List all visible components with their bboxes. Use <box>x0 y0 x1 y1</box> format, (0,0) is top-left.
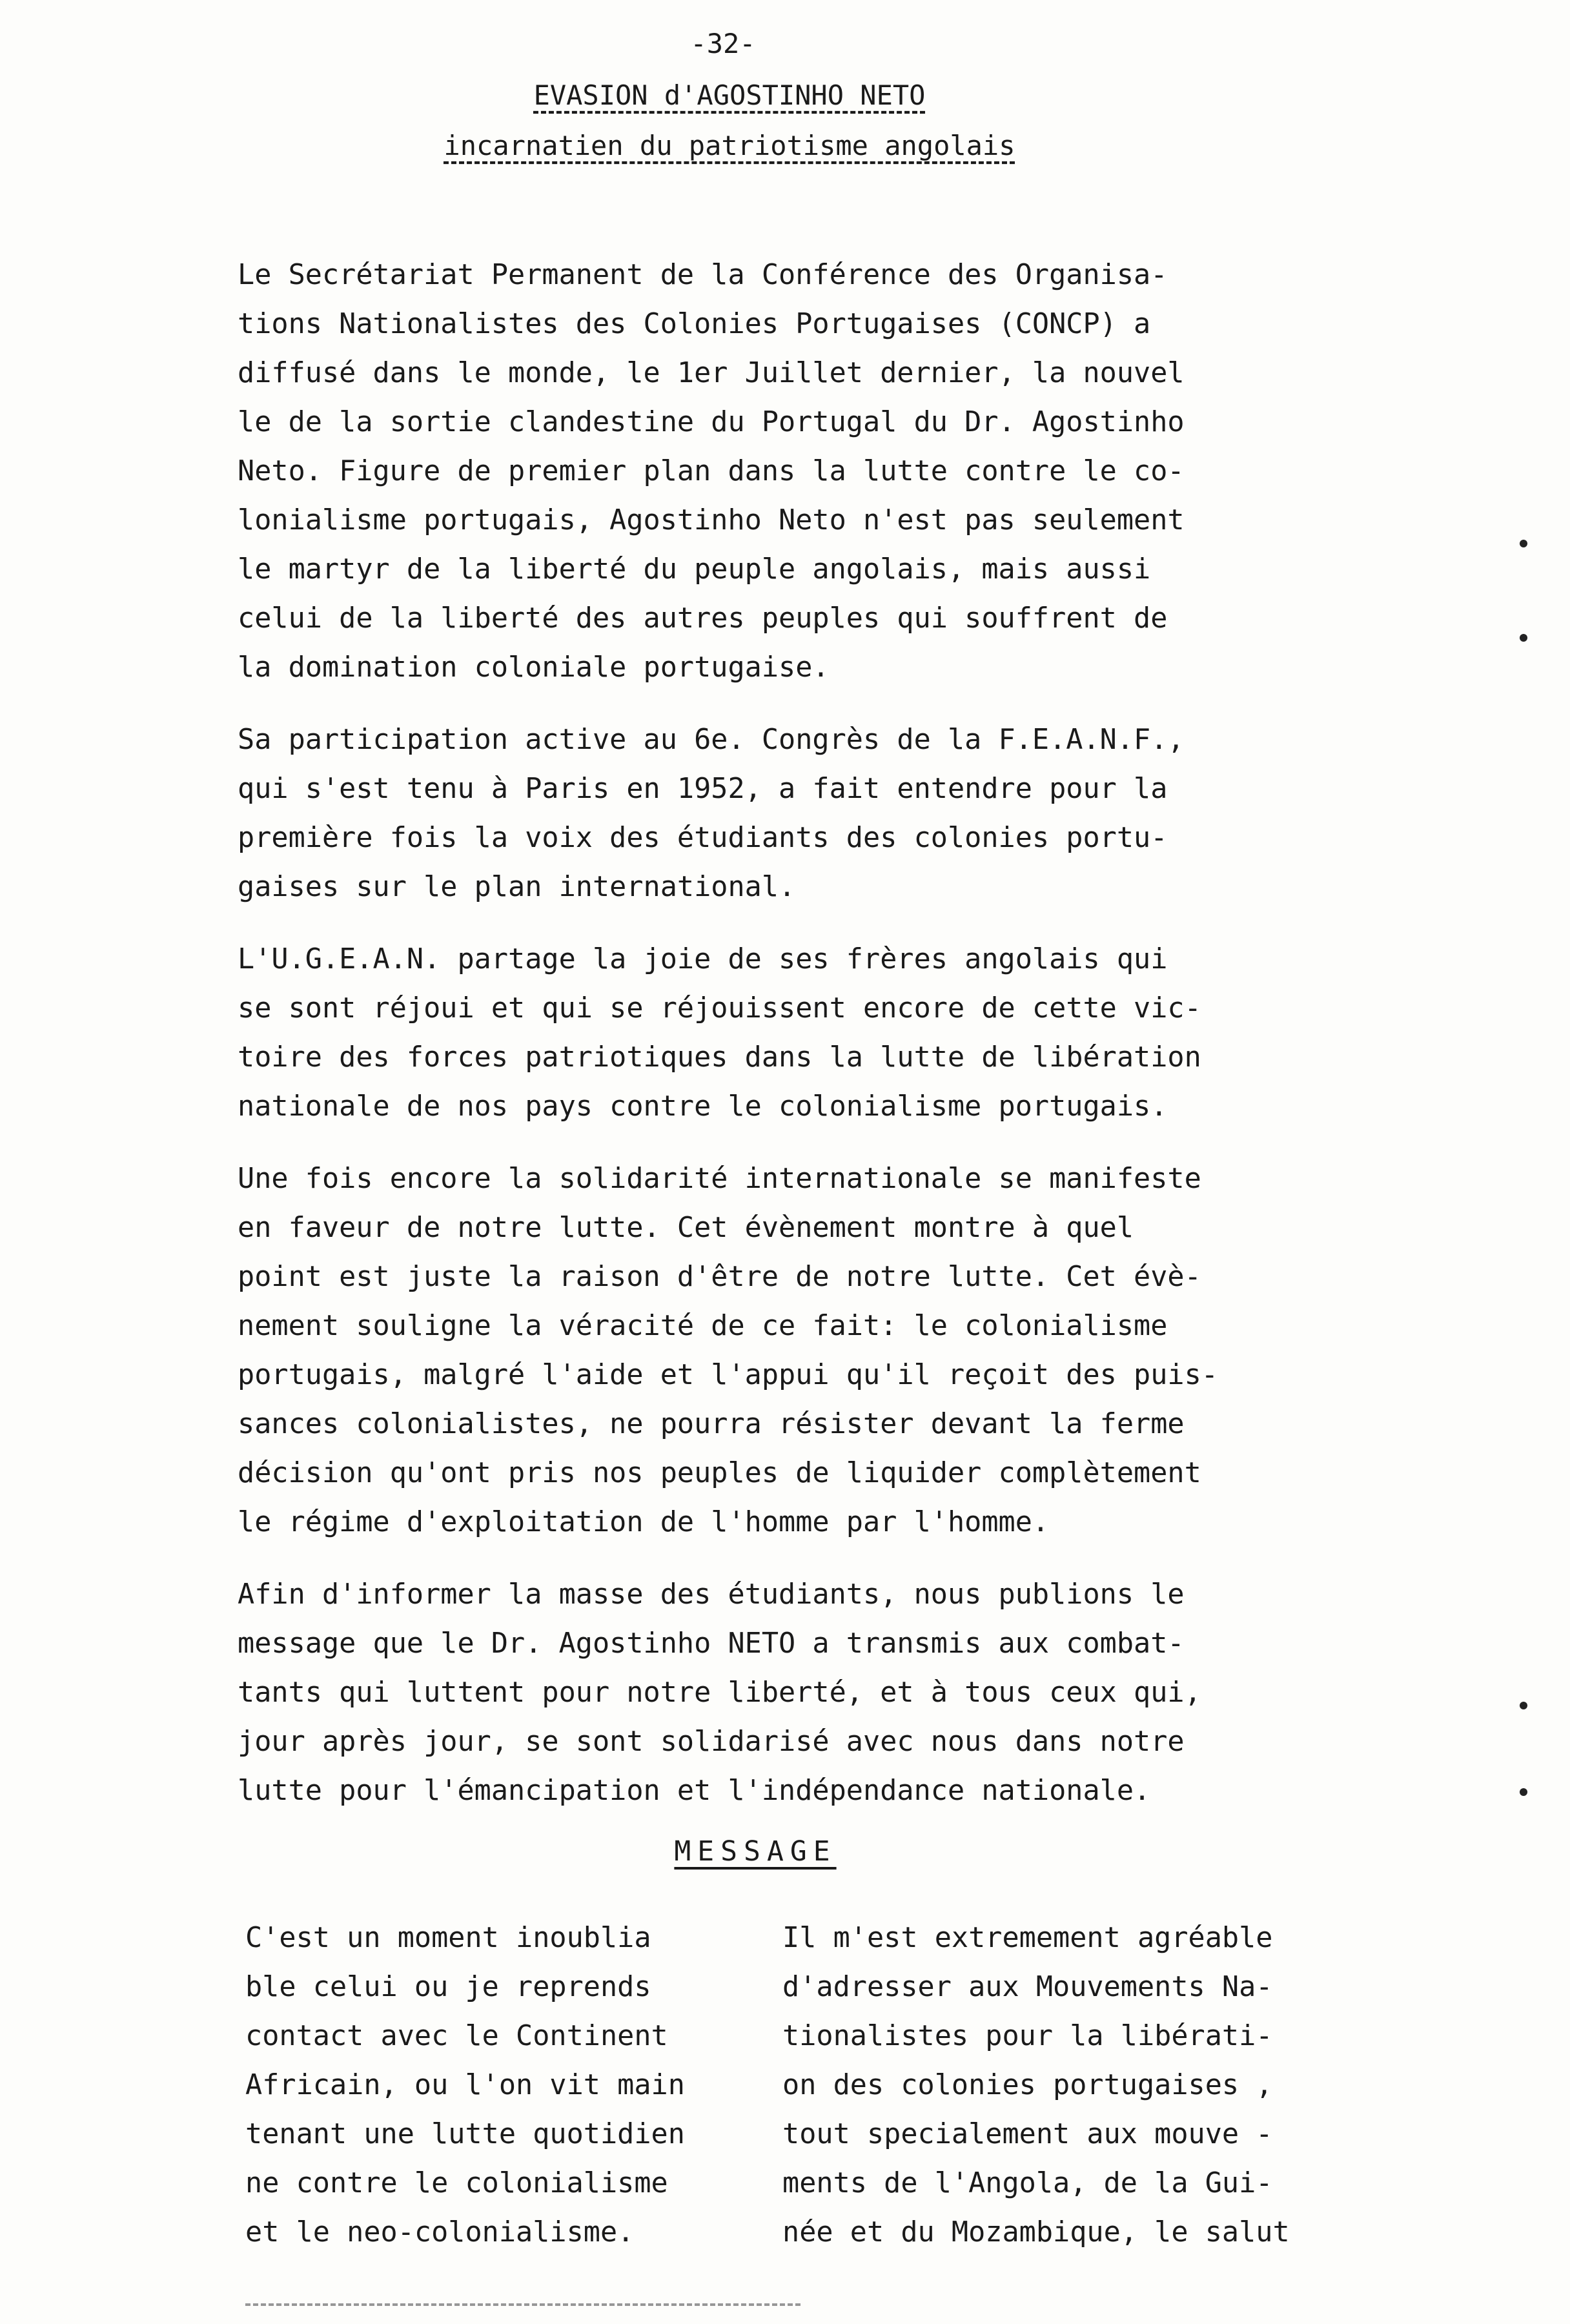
bottom-cut-off-text <box>245 2303 800 2324</box>
message-line: tout specialement aux mouve - <box>782 2118 1273 2150</box>
text-line: toire des forces patriotiques dans la lutte de libération <box>238 1041 1201 1074</box>
text-line: nationale de nos pays contre le colonialisme portugais. <box>238 1090 1168 1123</box>
message-line: ments de l'Angola, de la Gui- <box>782 2167 1273 2199</box>
title-line-2: incarnatien du patriotisme angolais <box>443 130 1015 161</box>
paragraph <box>238 1570 1412 1815</box>
message-line: tionalistes pour la libérati- <box>782 2020 1273 2052</box>
message-left-column <box>245 1913 762 2257</box>
margin-mark <box>1520 1788 1527 1796</box>
margin-mark <box>1520 1702 1527 1709</box>
paragraph <box>238 715 1412 912</box>
text-line: message que le Dr. Agostinho NETO a transmis aux combat- <box>238 1627 1185 1660</box>
message-line: ble celui ou je reprends <box>245 1971 651 2003</box>
text-line: se sont réjoui et qui se réjouissent encore de cette vic- <box>238 992 1201 1024</box>
text-line: décision qu'ont pris nos peuples de liquider complètement <box>238 1457 1201 1489</box>
title-line-1: EVASION d'AGOSTINHO NETO <box>533 79 926 111</box>
message-line: née et du Mozambique, le salut <box>782 2216 1290 2248</box>
text-line: L'U.G.E.A.N. partage la joie de ses frères angolais qui <box>238 943 1168 975</box>
message-line: Africain, ou l'on vit main <box>245 2069 685 2101</box>
margin-mark <box>1520 634 1527 642</box>
text-line: la domination coloniale portugaise. <box>238 651 830 684</box>
message-line: et le neo-colonialisme. <box>245 2216 635 2248</box>
message-line: C'est un moment inoublia <box>245 1922 651 1954</box>
text-line: en faveur de notre lutte. Cet évènement montre à quel <box>238 1212 1134 1244</box>
text-line: tants qui luttent pour notre liberté, et à tous ceux qui, <box>238 1677 1201 1709</box>
message-line: tenant une lutte quotidien <box>245 2118 685 2150</box>
text-line: le de la sortie clandestine du Portugal du Dr. Agostinho <box>238 406 1185 438</box>
text-line: le régime d'exploitation de l'homme par l'homme. <box>238 1506 1050 1538</box>
document-title <box>323 76 1136 115</box>
message-line: ne contre le colonialisme <box>245 2167 668 2199</box>
text-line: celui de la liberté des autres peuples qui souffrent de <box>238 602 1168 635</box>
text-line: jour après jour, se sont solidarisé avec nous dans notre <box>238 1726 1185 1758</box>
text-line: le martyr de la liberté du peuple angolais, mais aussi <box>238 553 1151 586</box>
text-line: lutte pour l'émancipation et l'indépendance nationale. <box>238 1775 1151 1807</box>
paragraph <box>238 1154 1412 1547</box>
paragraph <box>238 935 1412 1131</box>
text-line: point est juste la raison d'être de notre lutte. Cet évè- <box>238 1261 1201 1293</box>
text-line: qui s'est tenu à Paris en 1952, a fait entendre pour la <box>238 773 1168 805</box>
text-line: lonialisme portugais, Agostinho Neto n'est pas seulement <box>238 504 1185 536</box>
message-heading: MESSAGE <box>674 1835 837 1868</box>
text-line: Neto. Figure de premier plan dans la lutte contre le co- <box>238 455 1185 487</box>
text-line: Le Secrétariat Permanent de la Conférence des Organisa- <box>238 259 1168 291</box>
text-line: Sa participation active au 6e. Congrès de la F.E.A.N.F., <box>238 724 1185 756</box>
text-line: diffusé dans le monde, le 1er Juillet dernier, la nouvel <box>238 357 1185 389</box>
text-line: première fois la voix des étudiants des colonies portu- <box>238 822 1168 854</box>
message-line: d'adresser aux Mouvements Na- <box>782 1971 1273 2003</box>
text-line: tions Nationalistes des Colonies Portugaises (CONCP) a <box>238 308 1151 340</box>
text-line: sances colonialistes, ne pourra résister devant la ferme <box>238 1408 1185 1440</box>
message-line: contact avec le Continent <box>245 2020 668 2052</box>
text-line: nement souligne la véracité de ce fait: le colonialisme <box>238 1310 1168 1342</box>
text-line: Une fois encore la solidarité internationale se manifeste <box>238 1163 1201 1195</box>
text-line: Afin d'informer la masse des étudiants, nous publions le <box>238 1578 1185 1611</box>
page-number: -32- <box>690 28 756 59</box>
text-line: gaises sur le plan international. <box>238 871 796 903</box>
document-subtitle <box>323 127 1136 165</box>
message-line: on des colonies portugaises , <box>782 2069 1273 2101</box>
article-body <box>238 250 1412 1839</box>
message-right-column <box>782 1913 1415 2257</box>
paragraph <box>238 250 1412 692</box>
message-line: Il m'est extremement agréable <box>782 1922 1273 1954</box>
margin-mark <box>1520 540 1527 547</box>
text-line: portugais, malgré l'aide et l'appui qu'il reçoit des puis- <box>238 1359 1218 1391</box>
